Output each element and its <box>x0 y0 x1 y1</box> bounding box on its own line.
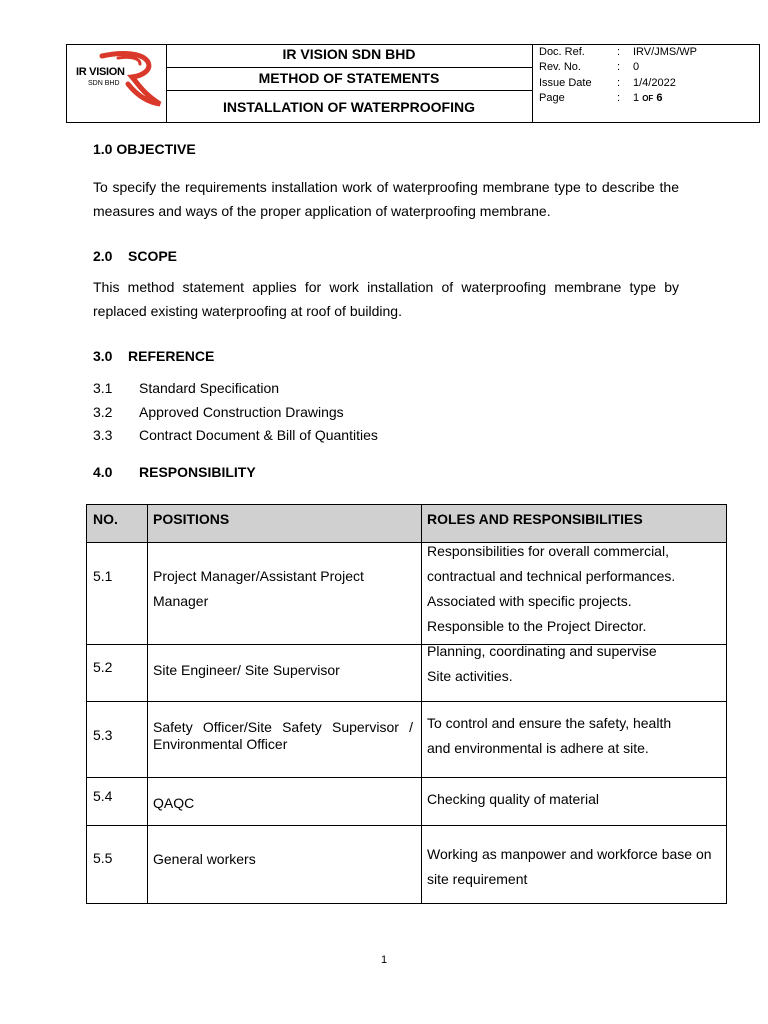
issue-date-value: 1/4/2022 <box>633 77 676 89</box>
column-header-no: NO. <box>93 511 118 527</box>
table-row-roles <box>427 792 599 806</box>
objective-line: To specify the requirements installation work of waterproofing membrane type to describe the <box>93 179 679 195</box>
table-row-divider <box>86 825 727 826</box>
scope-paragraph <box>93 275 679 323</box>
role-line: Planning, coordinating and supervise <box>427 643 657 659</box>
role-line: To control and ensure the safety, health <box>427 715 672 731</box>
rev-no-value: 0 <box>633 61 640 73</box>
objective-line: measures and ways of the proper application of waterproofing membrane. <box>93 203 551 219</box>
footer-page-number: 1 <box>380 954 388 966</box>
reference-item-number: 3.2 <box>93 404 113 420</box>
table-col-divider <box>147 504 148 904</box>
role-line: Associated with specific projects. <box>427 593 632 609</box>
logo-text: IR VISION <box>76 66 125 78</box>
position-line: Environmental Officer <box>153 736 288 752</box>
table-row-divider <box>86 777 727 778</box>
role-line: Site activities. <box>427 668 513 684</box>
table-row-roles <box>427 842 712 892</box>
table-border <box>86 504 727 505</box>
page-label: Page <box>539 92 565 104</box>
position-line: Site Engineer/ Site Supervisor <box>153 662 340 678</box>
table-row-roles <box>427 711 671 761</box>
table-row-no: 5.3 <box>93 727 113 743</box>
role-line: site requirement <box>427 871 528 887</box>
reference-item-text: Standard Specification <box>139 380 280 396</box>
reference-number: 3.0 <box>93 348 113 364</box>
table-col-divider <box>421 504 422 904</box>
position-line: QAQC <box>153 795 195 811</box>
page-sep: : <box>617 92 621 104</box>
header-row-divider <box>166 67 532 68</box>
role-line: contractual and technical performances. <box>427 568 676 584</box>
company-name: IR VISION SDN BHD <box>282 46 416 62</box>
scope-line: replaced existing waterproofing at roof of building. <box>93 303 402 319</box>
rev-no-sep: : <box>617 61 621 73</box>
issue-date-label: Issue Date <box>539 77 592 89</box>
doc-ref-sep: : <box>617 46 621 58</box>
reference-item-text: Approved Construction Drawings <box>139 404 344 420</box>
role-line: Working as manpower and workforce base on <box>427 846 712 862</box>
table-border <box>86 903 727 904</box>
page-current: 1 <box>633 92 640 104</box>
objective-heading: 1.0 OBJECTIVE <box>93 141 196 157</box>
table-row-position <box>153 719 413 753</box>
reference-item-number: 3.3 <box>93 427 113 443</box>
position-line: Safety Officer/Site Safety Supervisor / <box>153 719 413 735</box>
table-row-no: 5.5 <box>93 850 113 866</box>
header-row-divider <box>166 90 532 91</box>
role-line: Responsible to the Project Director. <box>427 618 647 634</box>
scope-line: This method statement applies for work installation of waterproofing membrane type by <box>93 279 679 295</box>
scope-heading: SCOPE <box>128 248 178 264</box>
role-line: Responsibilities for overall commercial, <box>427 543 669 559</box>
page-total: 6 <box>656 92 663 104</box>
scope-number: 2.0 <box>93 248 113 264</box>
rev-no-label: Rev. No. <box>539 61 581 73</box>
company-logo <box>72 50 162 110</box>
logo-subtext: SDN BHD <box>88 80 120 87</box>
objective-paragraph <box>93 175 679 223</box>
table-row-divider <box>86 701 727 702</box>
responsibility-heading: RESPONSIBILITY <box>139 464 256 480</box>
page-value <box>633 93 662 104</box>
header-divider-right <box>532 44 533 123</box>
column-header-roles: ROLES AND RESPONSIBILITIES <box>427 511 643 527</box>
position-line: General workers <box>153 851 256 867</box>
table-row-roles <box>427 639 657 689</box>
responsibility-number: 4.0 <box>93 464 113 480</box>
table-row-no: 5.1 <box>93 568 113 584</box>
role-line: Checking quality of material <box>427 791 599 807</box>
table-row-position <box>153 796 194 810</box>
doc-ref-label: Doc. Ref. <box>539 46 585 58</box>
table-row-position <box>153 663 340 677</box>
table-border <box>726 504 727 904</box>
role-line: and environmental is adhere at site. <box>427 740 649 756</box>
table-row-position <box>153 852 256 866</box>
table-row-no: 5.2 <box>93 659 113 675</box>
issue-date-sep: : <box>617 77 621 89</box>
table-row-no: 5.4 <box>93 788 113 804</box>
document-title: INSTALLATION OF WATERPROOFING <box>223 99 475 115</box>
responsibility-table <box>86 504 727 904</box>
doc-ref-value: IRV/JMS/WP <box>633 46 697 58</box>
position-line: Project Manager/Assistant Project <box>153 568 364 584</box>
page-of: OF <box>642 94 654 103</box>
table-row-position <box>153 564 364 614</box>
document-type: METHOD OF STATEMENTS <box>258 70 440 86</box>
table-border <box>86 504 87 904</box>
position-line: Manager <box>153 593 209 609</box>
reference-item-number: 3.1 <box>93 380 113 396</box>
table-row-roles <box>427 539 675 639</box>
reference-heading: REFERENCE <box>128 348 215 364</box>
reference-item-text: Contract Document & Bill of Quantities <box>139 427 378 443</box>
column-header-positions: POSITIONS <box>153 511 230 527</box>
